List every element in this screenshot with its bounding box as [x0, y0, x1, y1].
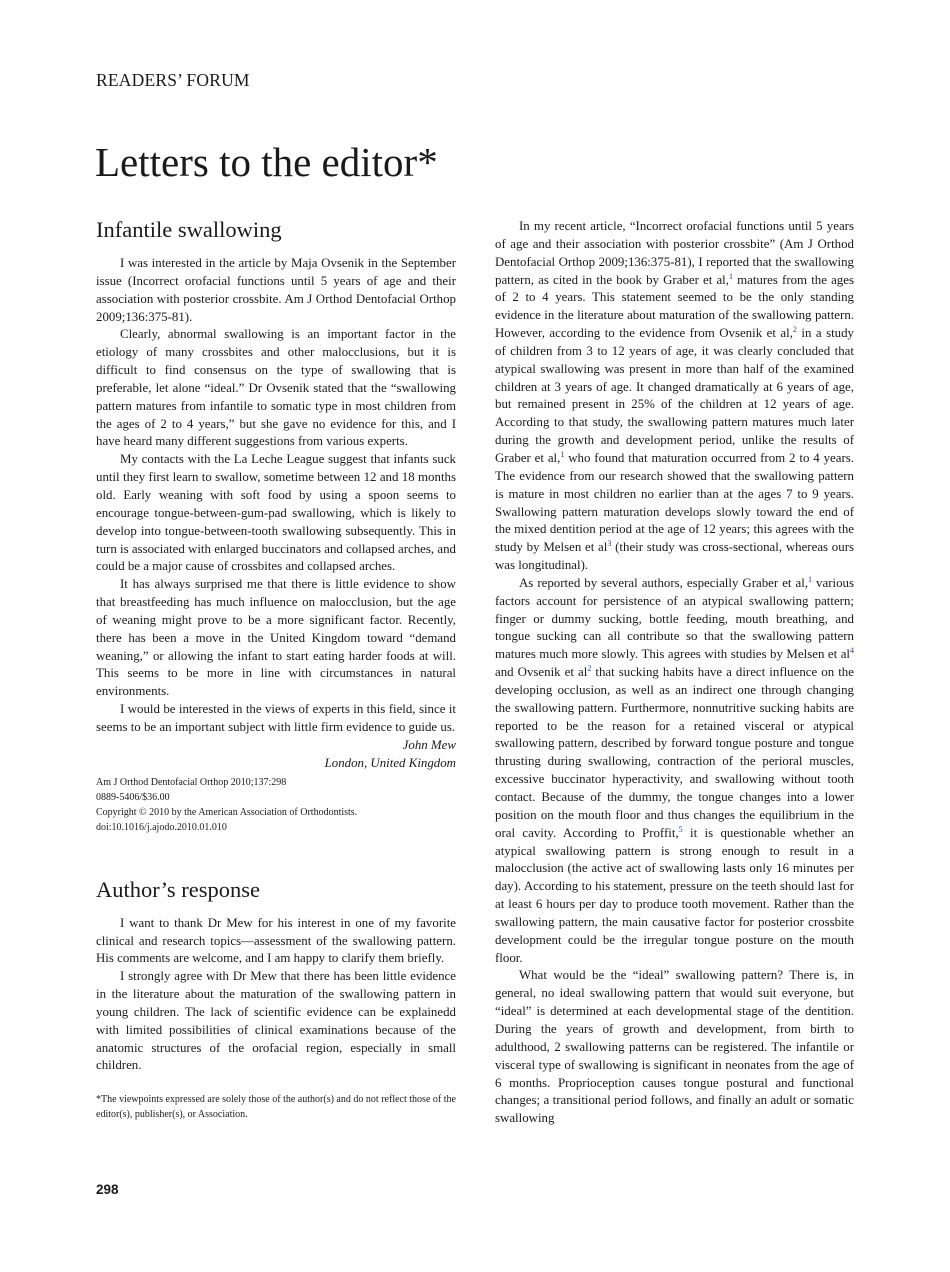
reference-marker[interactable]: 1	[560, 449, 565, 459]
letter-paragraph: I was interested in the article by Maja Ovsenik in the September issue (Incorrect orofacial functions until 5 years of age and their association with posterior crossbite. Am J Orthod Dentofacial Orthop 2009;136:375-81).	[96, 256, 456, 324]
reference-marker[interactable]: 2	[587, 664, 592, 674]
footnote: *The viewpoints expressed are solely those of the author(s) and do not reflect those of the editor(s), publisher(s), or Association.	[96, 1094, 456, 1120]
letter-paragraph: My contacts with the La Leche League suggest that infants suck until they first learn to swallow, sometime between 12 and 18 months old. Early weaning with soft food by using a spoon seems to encourage tongue-between-gum-pad swallowing, which is likely to develop into tongue-between-tooth swallowing subsequently. This in turn is associated with enlarged buccinators and collapsed arches, and could be a major cause of crossbites and collapsed arches.	[96, 452, 456, 574]
reference-marker[interactable]: 4	[850, 646, 854, 656]
response-paragraph: I want to thank Dr Mew for his interest in one of my favorite clinical and research topics—assessment of the swallowing pattern. His comments are welcome, and I am happy to clarify them briefly.	[96, 915, 456, 966]
letter-paragraph: Clearly, abnormal swallowing is an important factor in the etiology of many crossbites and other malocclusions, but it is difficult to find consensus on the type of swallowing that is preferable, let alone “ideal.” Dr Ovsenik stated that the “swallowing pattern matures from infantile to somatic type in most children from the ages of 2 to 4 years,” but she gave no evidence for this, and I have heard many different suggestions from various experts.	[96, 327, 456, 449]
letter-paragraph: It has always surprised me that there is little evidence to show that breastfeeding has much influence on malocclusion, but the age of weaning might prove to be a more significant factor. Recently, there has been a move in the United Kingdom toward “demand weaning,” or allowing the infant to start eating harder foods at will. This seems to be more in line with circumstances in natural environments.	[96, 577, 456, 699]
section-label: READERS’ FORUM	[96, 70, 250, 90]
reference-marker[interactable]: 5	[678, 824, 683, 834]
response-heading: Author’s response	[96, 876, 260, 902]
letter-author: John Mew	[402, 737, 456, 752]
letter-location: London, United Kingdom	[324, 755, 456, 770]
response-paragraph: In my recent article, “Incorrect orofacial functions until 5 years of age and their association with posterior crossbite” (Am J Orthod Dentofacial Orthop 2009;136:375-81), I reported that the swallowing pattern, as cited in the book by Graber et al,$^1$ matures from the ages of 2 to 4 years. This statement seemed to be the only standing evidence in the literature about maturation of the swallowing pattern. However, according to the evidence from Ovsenik et al,$^2$ in a study of children from 3 to 12 years of age, it was clearly concluded that atypical swallowing was present in more than half of the examined children at 3 years of age. It changed dramatically at 6 years of age, but remained present in 25% of the children at 12 years of age. According to that study, the swallowing pattern matures much later during the growth and development period, unlike the results of Graber et al,$^1$ who found that maturation occurred from 2 to 4 years. The evidence from our research showed that the swallowing pattern is mature in most children no earlier than at the ages 7 to 9 years. Swallowing pattern maturation develops slowly toward the end of the mixed dentition period at the age of 12 years; this agrees with the study by Melsen et $al^3$ (their study was cross-sectional, whereas ours was longitudinal).	[495, 219, 854, 573]
response-paragraph: What would be the “ideal” swallowing pattern? There is, in general, no ideal swallowing pattern that would suit everyone, but “ideal” is determined at each developmental stage of the dentition. During the years of growth and development, from birth to adulthood, 2 swallowing patterns can be registered. The infantile or visceral type of swallowing is significant in neonates from the age of 6 months. Proprioception causes tongue postural and functional changes; a transitional period follows, and finally an adult or somatic swallowing	[495, 968, 854, 1126]
page-title: Letters to the editor*	[95, 139, 438, 185]
letter-paragraph: I would be interested in the views of experts in this field, since it seems to be an important subject with little firm evidence to guide us.	[96, 702, 456, 734]
reference-marker[interactable]: 3	[607, 539, 612, 549]
letter-heading: Infantile swallowing	[96, 217, 282, 242]
right-column	[495, 218, 854, 1128]
citation-issn: 0889-5406/$36.00	[96, 792, 170, 804]
page-number: 298	[96, 1182, 119, 1197]
left-column	[96, 216, 456, 1122]
reference-marker[interactable]: 2	[792, 325, 797, 335]
citation-journal: Am J Orthod Dentofacial Orthop 2010;137:298	[96, 777, 287, 789]
reference-marker[interactable]: 1	[728, 271, 733, 281]
reference-marker[interactable]: 1	[808, 574, 813, 584]
response-paragraph: As reported by several authors, especially Graber et al,$^1$ various factors account for persistence of an atypical swallowing pattern; finger or dummy sucking, bottle feeding, mouth breathing, and tongue sucking can all contribute so that the swallowing pattern matures much more slowly. This agrees with studies by Melsen et $al^4$ and Ovsenik et $al^2$ that sucking habits have a direct influence on the developing occlusion, as well as an indirect one through changing the swallowing pattern. Furthermore, nonnutritive sucking habits are reported to be the reason for a retained visceral or atypical swallowing pattern, described by forward tongue posture and tongue thrusting during swallowing, contraction of the perioral muscles, excessive buccinator hyperactivity, and swallowing without tooth contact. Because of the dummy, the tongue changes into a lower position on the mouth floor and thus changes the equilibrium in the oral cavity. According to Proffit,$^5$ it is questionable whether an atypical swallowing pattern is strong enough to result in a malocclusion (the active act of swallowing lasts only 16 minutes per day). According to his statement, pressure on the teeth should last for at least 6 hours per day to produce tooth movement. Rather than the swallowing pattern, the main causative factor for posterior crossbite development could be the irregular tongue posture on the mouth floor.	[495, 574, 855, 965]
citation-block	[96, 776, 456, 835]
citation-copyright: Copyright © 2010 by the American Association of Orthodontists.	[96, 807, 358, 819]
citation-doi: doi:10.1016/j.ajodo.2010.01.010	[96, 821, 227, 833]
response-paragraph: I strongly agree with Dr Mew that there has been little evidence in the literature about the maturation of the swallowing pattern in young children. The lack of scientific evidence can be explainedd with limited possibilities of clinical examinations because of the anatomic structures of the orofacial region, especially in small children.	[96, 969, 456, 1073]
